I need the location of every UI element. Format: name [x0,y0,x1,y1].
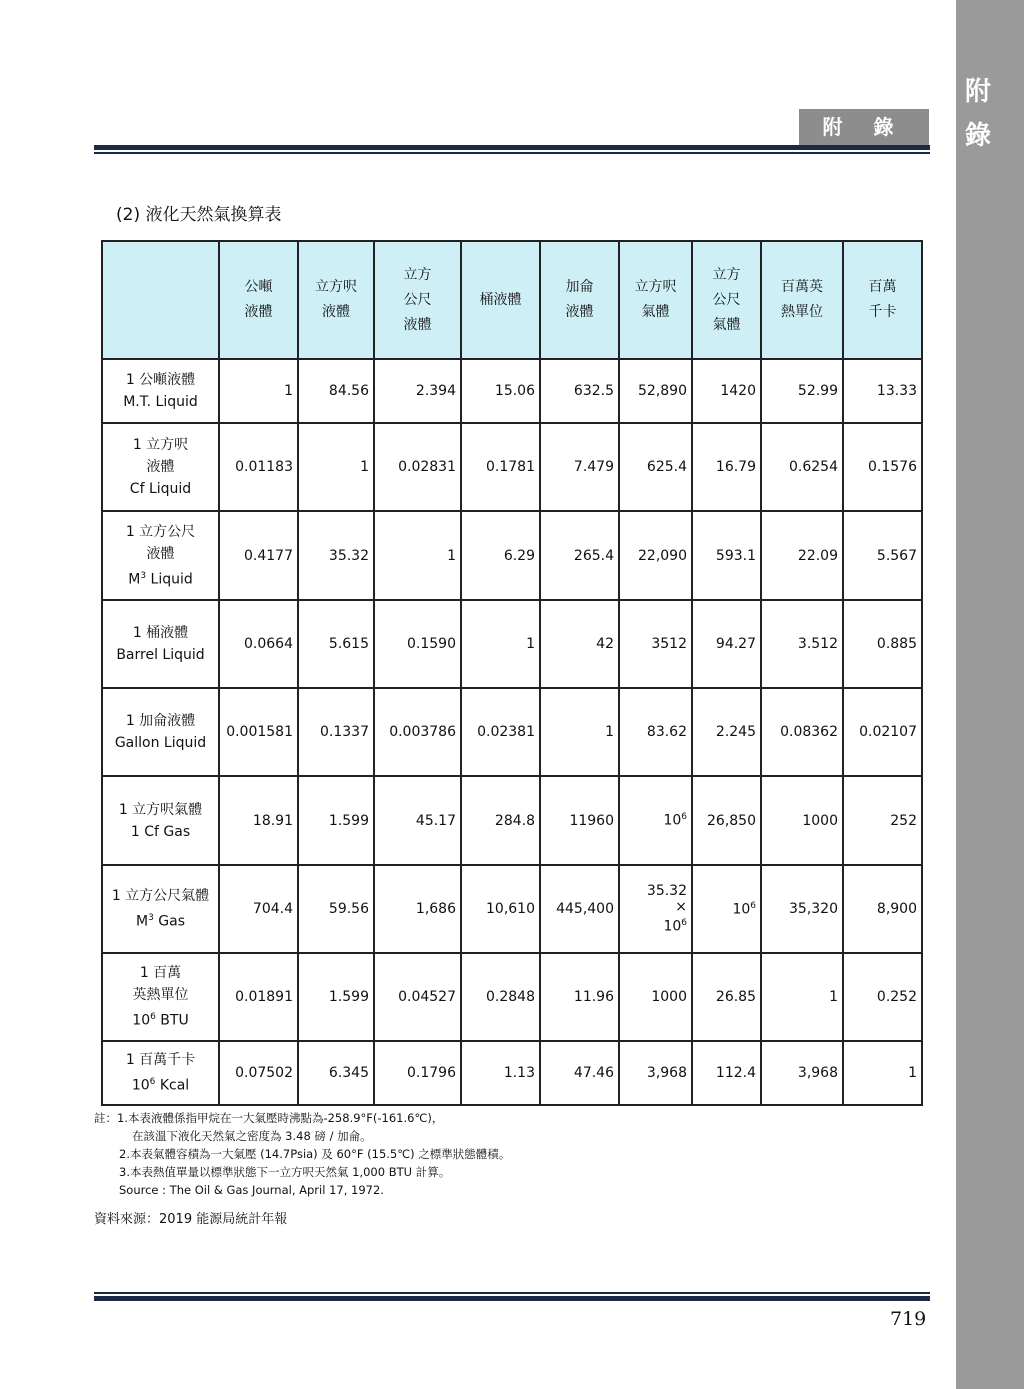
table-cell: 0.6254 [761,423,843,511]
column-header: 桶液體 [461,241,540,359]
row-label: 1 百萬 英熱單位 $10^6$ BTU [102,953,219,1041]
table-cell: 35,320 [761,865,843,953]
column-header: 公噸 液體 [219,241,298,359]
note-line: 在該溫下液化天然氣之密度為 3.48 磅 / 加侖。 [132,1129,372,1143]
table-cell: 632.5 [540,359,619,423]
table-cell: 0.003786 [374,688,461,776]
table-cell: $10^6$ [692,865,761,953]
table-cell: 26.85 [692,953,761,1041]
side-tab-char: 錄 [964,121,991,151]
note-line: Source : The Oil & Gas Journal, April 17, 1972. [119,1183,384,1197]
table-cell: 1.13 [461,1041,540,1105]
row-label: 1 百萬千卡 $10^6$ Kcal [102,1041,219,1105]
table-cell: 1 [219,359,298,423]
table-row [102,600,922,688]
table-cell: 0.252 [843,953,922,1041]
table-cell: 265.4 [540,511,619,600]
table-cell: 52,890 [619,359,692,423]
table-cell: 0.1590 [374,600,461,688]
table-cell: 13.33 [843,359,922,423]
table-cell: 5.615 [298,600,374,688]
table-cell: 704.4 [219,865,298,953]
table-cell: 0.1781 [461,423,540,511]
table-cell: $10^6$ [619,776,692,865]
table-cell: 83.62 [619,688,692,776]
table-cell: 1 [298,423,374,511]
table-cell: 0.08362 [761,688,843,776]
table-cell: 26,850 [692,776,761,865]
table-row [102,1041,922,1105]
header-section-label: 附 錄 [799,109,929,145]
table-cell: 252 [843,776,922,865]
row-label: 1 桶液體 Barrel Liquid [102,600,219,688]
side-tab-strip [956,0,1024,1389]
table-cell: 0.4177 [219,511,298,600]
table-cell: 1 [761,953,843,1041]
table-cell: 18.91 [219,776,298,865]
header-rule-thin [94,152,930,154]
page-number: 719 [890,1308,927,1330]
table-cell: 0.1576 [843,423,922,511]
table-cell: 3512 [619,600,692,688]
table-cell: 0.885 [843,600,922,688]
table-cell: 11960 [540,776,619,865]
table-cell: 2.245 [692,688,761,776]
footer-rule-thin [94,1292,930,1294]
table-cell: 45.17 [374,776,461,865]
table-cell: 0.001581 [219,688,298,776]
table-row [102,359,922,423]
column-header: 立方 公尺 液體 [374,241,461,359]
table-cell: 5.567 [843,511,922,600]
table-cell: 16.79 [692,423,761,511]
table-cell: 1000 [619,953,692,1041]
table-cell: 22.09 [761,511,843,600]
table-cell: 1.599 [298,953,374,1041]
table-cell: 35.32 × $10^6$ [619,865,692,953]
table-cell: 0.1337 [298,688,374,776]
table-cell: 0.2848 [461,953,540,1041]
header-rule-thick [94,145,930,150]
table-notes [94,1109,510,1199]
row-label: 1 立方呎 液體 Cf Liquid [102,423,219,511]
row-label: 1 公噸液體 M.T. Liquid [102,359,219,423]
table-cell: 94.27 [692,600,761,688]
table-cell: 0.02381 [461,688,540,776]
column-header: 立方 公尺 氣體 [692,241,761,359]
table-cell: 15.06 [461,359,540,423]
section-title: (2) 液化天然氣換算表 [116,205,282,225]
conversion-table [101,240,923,1106]
table-cell: 1,686 [374,865,461,953]
note-line: 2.本表氣體容積為一大氣壓 (14.7Psia) 及 60°F (15.5℃) 之標準狀態體積。 [119,1147,511,1161]
column-header: 立方呎 液體 [298,241,374,359]
side-tab-char: 附 [964,77,991,107]
table-cell: 1.599 [298,776,374,865]
table-cell: 3,968 [619,1041,692,1105]
note-line: 3.本表熱值單量以標準狀態下一立方呎天然氣 1,000 BTU 計算。 [119,1165,451,1179]
table-cell: 10,610 [461,865,540,953]
table-cell: 84.56 [298,359,374,423]
column-header: 百萬英 熱單位 [761,241,843,359]
table-cell: 1 [843,1041,922,1105]
note-line: 註：1.本表液體係指甲烷在一大氣壓時沸點為-258.9°F(-161.6℃)， [94,1111,444,1125]
table-row [102,953,922,1041]
table-row [102,776,922,865]
table-row [102,688,922,776]
table-cell: 625.4 [619,423,692,511]
table-cell: 0.02107 [843,688,922,776]
table-cell: 52.99 [761,359,843,423]
table-cell: 445,400 [540,865,619,953]
table-cell: 22,090 [619,511,692,600]
table-cell: 1 [461,600,540,688]
side-tab-label [960,70,996,158]
table-cell: 59.56 [298,865,374,953]
table-cell: 7.479 [540,423,619,511]
table-cell: 2.394 [374,359,461,423]
table-cell: 593.1 [692,511,761,600]
table-row [102,511,922,600]
table-cell: 284.8 [461,776,540,865]
table-cell: 1 [540,688,619,776]
row-label: 1 立方公尺氣體 $M^3$ Gas [102,865,219,953]
table-cell: 1 [374,511,461,600]
table-cell: 0.07502 [219,1041,298,1105]
table-row [102,423,922,511]
row-label: 1 加侖液體 Gallon Liquid [102,688,219,776]
table-header-row [102,241,922,359]
table-row [102,865,922,953]
table-cell: 0.02831 [374,423,461,511]
row-label: 1 立方呎氣體 1 Cf Gas [102,776,219,865]
table-cell: 0.0664 [219,600,298,688]
table-cell: 1420 [692,359,761,423]
table-cell: 0.01183 [219,423,298,511]
table-cell: 0.01891 [219,953,298,1041]
table-cell: 0.1796 [374,1041,461,1105]
column-header: 立方呎 氣體 [619,241,692,359]
table-cell: 3,968 [761,1041,843,1105]
table-cell: 1000 [761,776,843,865]
footer-rule-thick [94,1296,930,1301]
table-cell: 6.29 [461,511,540,600]
table-cell: 3.512 [761,600,843,688]
table-cell: 42 [540,600,619,688]
table-cell: 6.345 [298,1041,374,1105]
column-header: 加侖 液體 [540,241,619,359]
corner-cell [102,241,219,359]
data-source: 資料來源：2019 能源局統計年報 [94,1212,288,1227]
table-cell: 35.32 [298,511,374,600]
table-cell: 8,900 [843,865,922,953]
row-label: 1 立方公尺 液體 $M^3$ Liquid [102,511,219,600]
column-header: 百萬 千卡 [843,241,922,359]
table-cell: 47.46 [540,1041,619,1105]
table-cell: 11.96 [540,953,619,1041]
table-cell: 112.4 [692,1041,761,1105]
table-cell: 0.04527 [374,953,461,1041]
